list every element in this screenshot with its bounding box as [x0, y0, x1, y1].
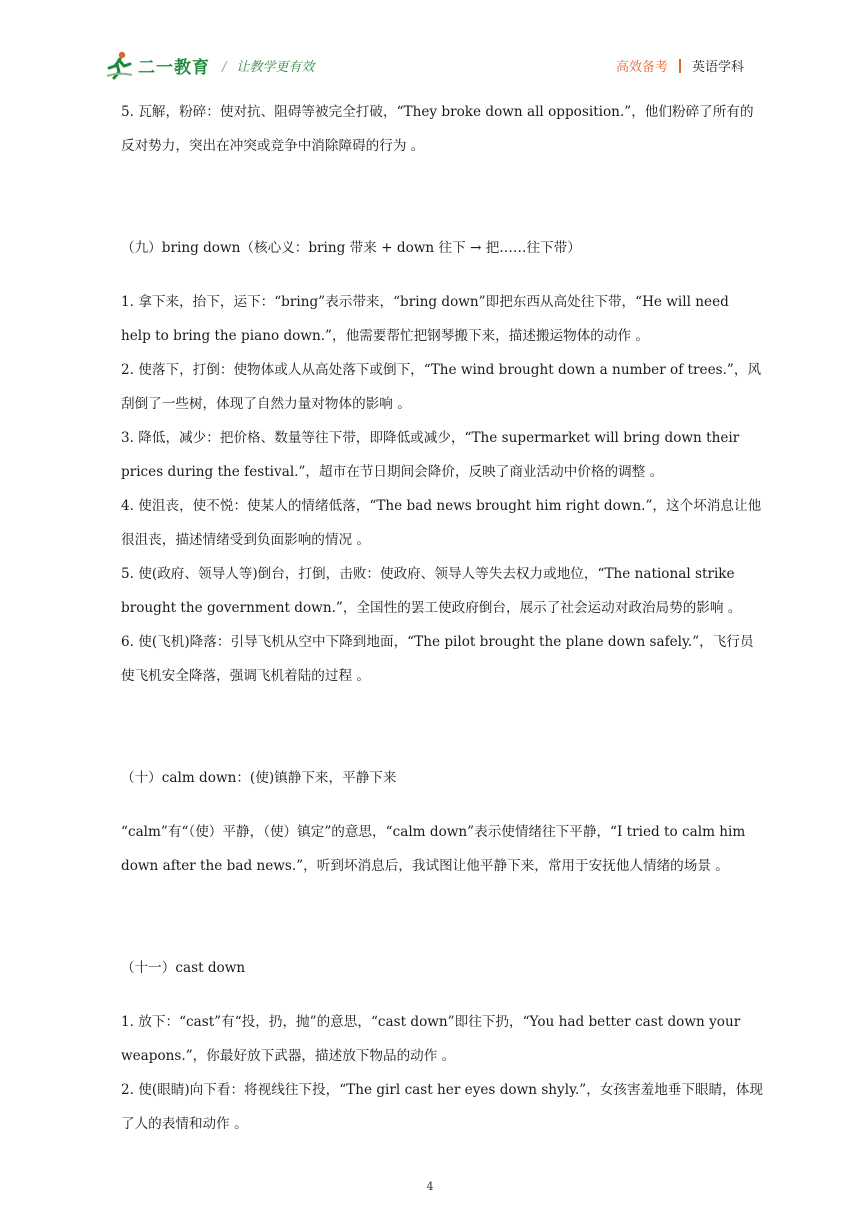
section-nine-item-4: 4. 使沮丧，使不悦：使某人的情绪低落，“The bad news brought him right down.”，这个坏消息让他很沮丧，描述情绪受到负面影响的情况 。 [121, 498, 762, 548]
page-header [106, 44, 756, 84]
section-ten-heading: （十）calm down：(使)镇静下来，平静下来 [121, 770, 397, 786]
tag-subject: 英语学科 [691, 60, 744, 75]
tag-exam-prep: 高效备考 [615, 60, 668, 75]
slogan-slash: / [222, 60, 227, 75]
prev-section-item-5: 5. 瓦解，粉碎：使对抗、阻碍等被完全打破，“They broke down all opposition.”，他们粉碎了所有的反对势力，突出在冲突或竞争中消除障碍的行为 。 [121, 104, 754, 154]
section-eleven-item-2: 2. 使(眼睛)向下看：将视线往下投，“The girl cast her eyes down shyly.”，女孩害羞地垂下眼睛，体现了人的表情和动作 。 [121, 1082, 763, 1132]
section-eleven-heading: （十一）cast down [121, 960, 246, 976]
header-tags [616, 56, 744, 75]
section-nine-item-5: 5. 使(政府、领导人等)倒台，打倒，击败：使政府、领导人等失去权力或地位，“The national strike brought the government down.”，全国性的罢工使政府倒台，展示了社会运动对政治局势的影响 。 [121, 566, 742, 616]
section-eleven-item-1: 1. 放下：“cast”有“投，扔，抛”的意思，“cast down”即往下扔，“You had better cast down your weapons.”，你最好放下武器，描述放下物品的动作 。 [121, 1014, 741, 1064]
section-nine-item-1: 1. 拿下来，抬下，运下：“bring”表示带来，“bring down”即把东西从高处往下带，“He will need help to bring the piano down.”，他需要帮忙把钢琴搬下来，描述搬运物体的动作 。 [121, 294, 729, 344]
runner-logo-icon [106, 50, 134, 80]
section-nine-item-2: 2. 使落下，打倒：使物体或人从高处落下或倒下，“The wind brought down a number of trees.”，风刮倒了一些树，体现了自然力量对物体的影响 。 [121, 362, 762, 412]
section-nine-item-6: 6. 使(飞机)降落：引导飞机从空中下降到地面，“The pilot brought the plane down safely.”，飞行员使飞机安全降落，强调飞机着陆的过程 。 [121, 634, 754, 684]
section-nine-heading: （九）bring down（核心义：bring 带来 + down 往下 → 把……往下带） [121, 240, 581, 256]
section-ten-body: “calm”有“（使）平静，（使）镇定”的意思，“calm down”表示使情绪往下平静，“I tried to calm him down after the bad news.”，听到坏消息后，我试图让他平静下来，常用于安抚他人情绪的场景 。 [121, 824, 746, 874]
slogan-text: 让教学更有效 [236, 60, 315, 75]
tag-divider [679, 59, 681, 73]
logo-text: 二一教育 [138, 57, 210, 78]
logo [106, 48, 210, 82]
slogan [222, 56, 314, 75]
page-number: 4 [426, 1180, 434, 1193]
section-nine-item-3: 3. 降低，减少：把价格、数量等往下带，即降低或减少，“The supermarket will bring down their prices during the festival.”，超市在节日期间会降价，反映了商业活动中价格的调整 。 [121, 430, 740, 480]
document-body [121, 95, 763, 1141]
